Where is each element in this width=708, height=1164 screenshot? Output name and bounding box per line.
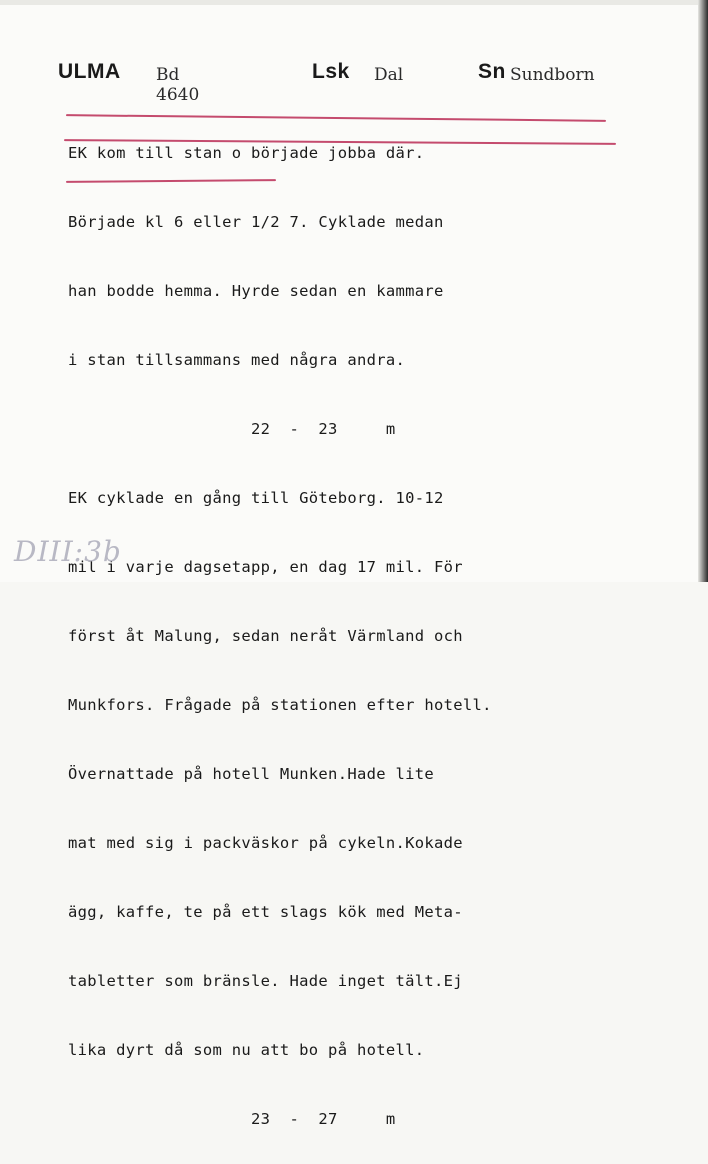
text-line: Övernattade på hotell Munken.Hade lite (68, 765, 435, 783)
text-line: han bodde hemma. Hyrde sedan en kammare (68, 282, 444, 300)
text-line: först åt Malung, sedan neråt Värmland och (68, 627, 463, 645)
sn-value: Sundborn (510, 65, 595, 85)
text-line: mil i varje dagsetapp, en dag 17 mil. För (68, 558, 463, 576)
page-reference: 22 - 23 m (68, 420, 396, 438)
text-line: i stan tillsammans med några andra. (68, 351, 406, 369)
card-right-edge (698, 0, 708, 582)
sn-label: Sn (478, 60, 506, 83)
text-line: lika dyrt då som nu att bo på hotell. (68, 1041, 425, 1059)
page-reference: 23 - 27 m (68, 1110, 396, 1128)
lsk-value: Dal (374, 65, 404, 85)
text-line: tabletter som bränsle. Hade inget tält.Ej (68, 972, 463, 990)
text-line: Började kl 6 eller 1/2 7. Cyklade medan (68, 213, 444, 231)
text-line: Munkfors. Frågade på stationen efter hotell. (68, 696, 492, 714)
ulma-value: Bd 4640 (156, 65, 200, 105)
ulma-label: ULMA (58, 60, 121, 83)
text-line: EK kom till stan o började jobba där. (68, 144, 425, 162)
card-top-edge (0, 0, 708, 5)
card-body-text (68, 96, 688, 1164)
text-line: mat med sig i packväskor på cykeln.Kokade (68, 834, 463, 852)
text-line: ägg, kaffe, te på ett slags kök med Meta- (68, 903, 463, 921)
text-line: EK cyklade en gång till Göteborg. 10-12 (68, 489, 444, 507)
archive-stamp: DIII:3b (14, 535, 122, 568)
lsk-label: Lsk (312, 60, 350, 83)
